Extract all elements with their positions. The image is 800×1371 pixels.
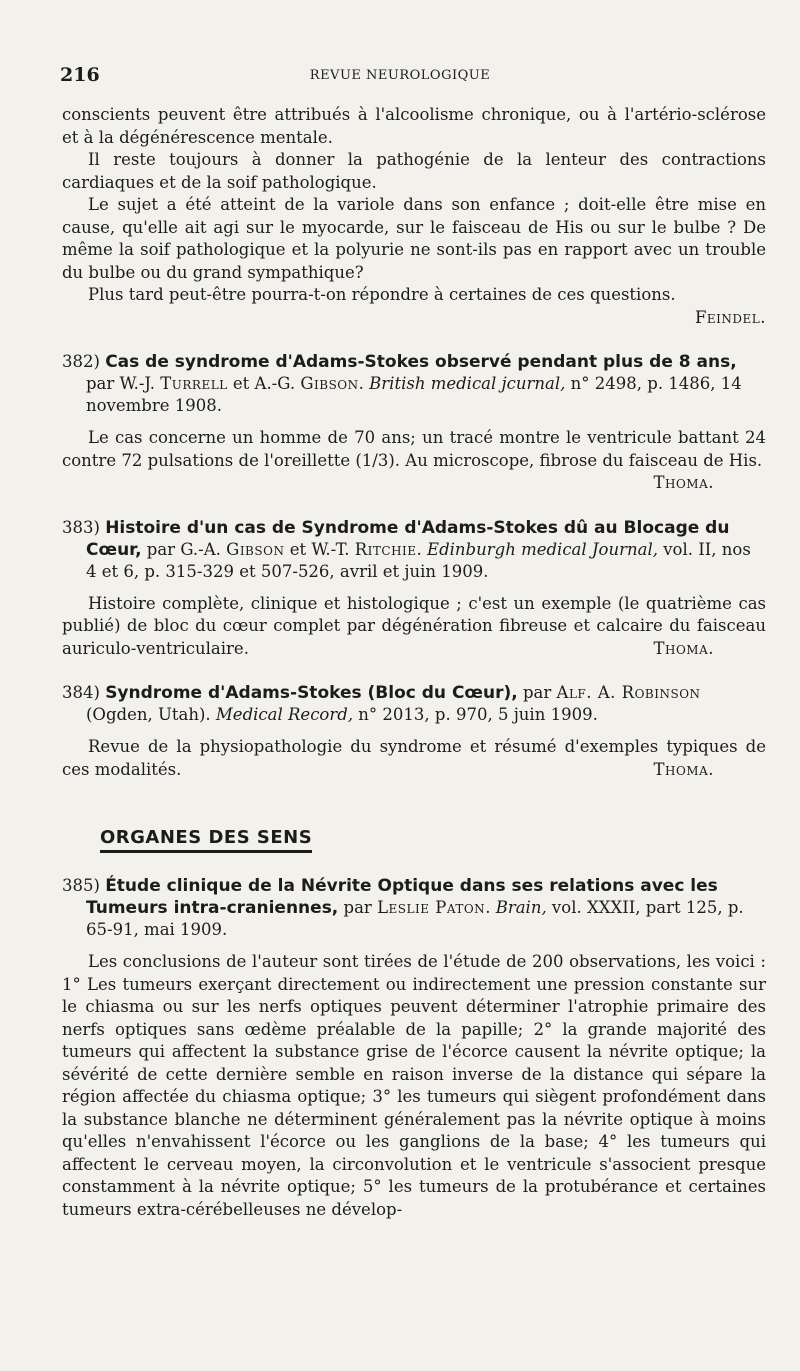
entry-heading	[62, 351, 766, 417]
page-number: 216	[60, 64, 100, 86]
entry-heading	[62, 682, 766, 726]
author-name: Leslie Paton	[377, 898, 486, 917]
citation-text: n° 2498, p. 1486, 14 novembre 1908.	[86, 374, 742, 415]
journal-title: REVUE NEUROLOGIQUE	[309, 68, 491, 83]
journal-name: Brain,	[495, 898, 547, 917]
citation-text: par G.-A.	[146, 539, 227, 559]
citation-text: vol. II, nos 4 et 6, p. 315-329 et 507-526, avril et juin 1909.	[86, 539, 751, 581]
citation-text: vol. XXXII, part 125, p. 65-91, mai 1909.	[86, 898, 744, 939]
section-heading: ORGANES DES SENS	[100, 827, 312, 853]
entry-number: 385)	[62, 876, 100, 895]
text-column	[62, 104, 766, 1221]
signature: Thoma.	[653, 759, 714, 779]
entry-number: 384)	[62, 683, 100, 702]
signature: Thoma.	[653, 638, 714, 658]
intro-paragraph: conscients peuvent être attribués à l'alcoolisme chronique, ou à l'artério-sclérose et à la dégénérescence mentale.	[62, 105, 766, 147]
intro-paragraph: Plus tard peut-être pourra-t-on répondre à certaines de ces questions.	[88, 285, 676, 304]
entry-title: Syndrome d'Adams-Stokes (Bloc du Cœur),	[105, 683, 518, 703]
entry-heading	[62, 517, 766, 583]
citation-text: n° 2013, p. 970, 5 juin 1909.	[353, 705, 598, 724]
entry-number: 382)	[62, 352, 100, 371]
intro-paragraph: Le sujet a été atteint de la variole dans son enfance ; doit-elle être mise en cause, qu'elle ait agi sur le myocarde, sur le faisceau de His ou sur le bulbe ? De même la soif pathologique et la polyurie ne sont-ils pas en rapport avec un trouble du bulbe ou du grand sympathique?	[62, 195, 766, 282]
entry-body	[62, 736, 766, 781]
citation-text: .	[416, 539, 428, 559]
entry-body-text: Revue de la physiopathologie du syndrome et résumé d'exemples typiques de ces modalités.	[62, 737, 766, 779]
intro-paragraph: Il reste toujours à donner la pathogénie de la lenteur des contractions cardiaques et de la soif pathologique.	[62, 150, 766, 192]
citation-text: (Ogden, Utah).	[86, 705, 216, 724]
entry-heading	[62, 875, 766, 941]
signature: Thoma.	[653, 473, 714, 492]
author-name: Ritchie	[354, 539, 417, 559]
entry-body-text: Histoire complète, clinique et histologique ; c'est un exemple (le quatrième cas publié) de bloc du cœur complet par dégénération fibreuse et calcaire du faisceau auriculo-ventriculaire.	[62, 593, 766, 658]
citation-text: .	[485, 898, 496, 917]
journal-name: Medical Record,	[215, 705, 354, 724]
citation-text: par	[523, 683, 557, 702]
entry-title: Cas de syndrome d'Adams-Stokes observé pendant plus de 8 ans,	[105, 352, 737, 372]
signature: Feindel.	[694, 307, 766, 327]
entry-body	[62, 427, 766, 495]
author-name: Gibson	[300, 374, 359, 393]
entry-title: Étude clinique de la Névrite Optique dans ses relations avec les Tumeurs intra-craniennes,	[86, 876, 718, 918]
entry-body: Les conclusions de l'auteur sont tirées de l'étude de 200 observations, les voici : 1° Les tumeurs exerçant directement ou indirectement une pression constante sur le chiasma ou sur les nerfs optiques peuvent déterminer l'atrophie primaire des nerfs optiques sans œdème préalable de la papille; 2° la grande majorité des tumeurs qui affectent la substance grise de l'écorce causent la névrite optique; la sévérité de cette dernière semble en raison inverse de la distance qui sépare la région affectée du chiasma optique; 3° les tumeurs qui siègent profondément dans la substance blanche ne déterminent généralement pas la névrite optique à moins qu'elles n'envahissent l'écorce ou les ganglions de la base; 4° les tumeurs qui affectent le cerveau moyen, la circonvolution et le ventricule s'associent presque constamment à la névrite optique; 5° les tumeurs de la protubérance et certaines tumeurs extra-cérébelleuses ne dévelop-	[62, 952, 766, 1219]
journal-name: British medical jcurnal,	[369, 374, 566, 393]
journal-name: Edinburgh medical Journal,	[427, 539, 658, 559]
citation-text: .	[358, 374, 370, 393]
citation-text: par	[343, 898, 378, 917]
running-header	[0, 64, 800, 88]
citation-text: et W.-T.	[284, 539, 355, 559]
author-name: Alf. A. Robinson	[556, 683, 701, 702]
citation-text: par W.-J.	[86, 374, 161, 393]
author-name: Turrell	[160, 374, 228, 393]
entry-body-text: Le cas concerne un homme de 70 ans; un tracé montre le ventricule battant 24 contre 72 pulsations de l'oreillette (1/3). Au microscope, fibrose du faisceau de His.	[62, 428, 766, 470]
entry-number: 383)	[62, 517, 100, 537]
entry-body	[62, 593, 766, 661]
citation-text: et A.-G.	[227, 374, 301, 393]
entry-title: Histoire d'un cas de Syndrome d'Adams-Stokes dû au Blocage du Cœur,	[86, 517, 730, 560]
author-name: Gibson	[226, 539, 285, 559]
